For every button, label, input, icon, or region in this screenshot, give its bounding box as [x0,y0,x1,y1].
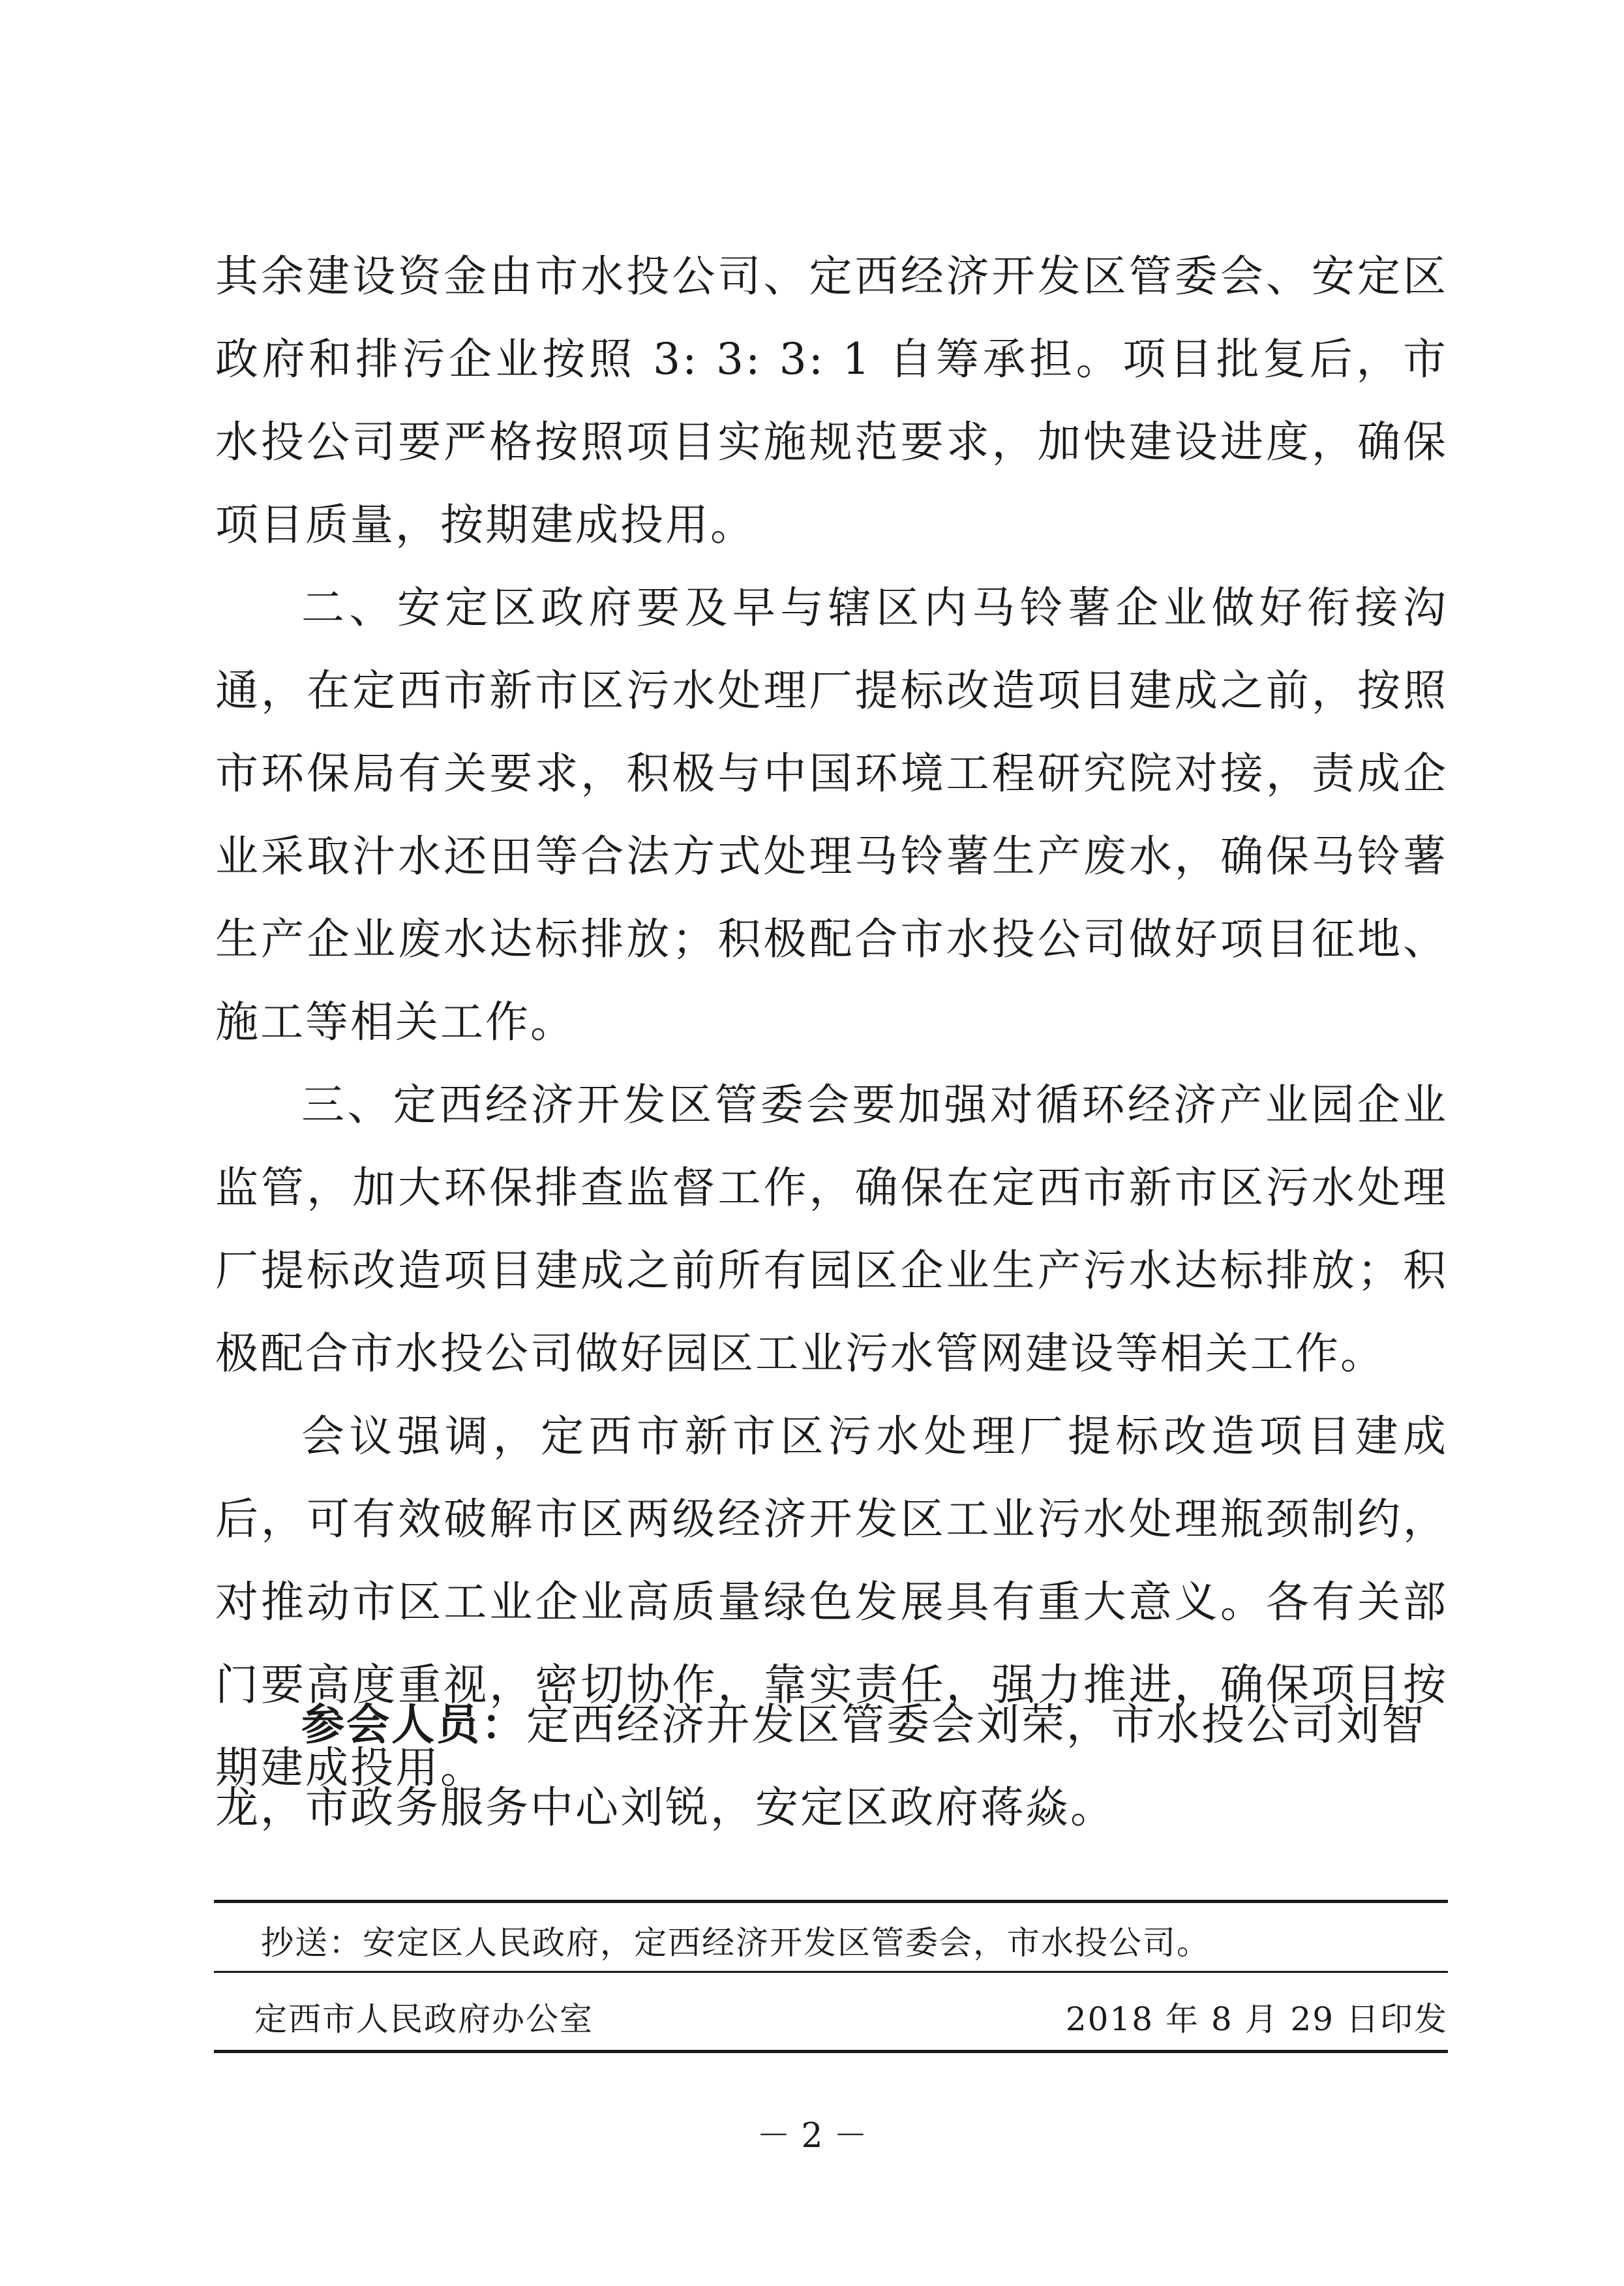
paragraph-funding: 其余建设资金由市水投公司、定西经济开发区管委会、安定区政府和排污企业按照 3: 3: 3: 1 自筹承担。项目批复后，市水投公司要严格按照项目实施规范要求，加快建设进度，确保项目质量，按期建成投用。 [215,251,1448,550]
footer-rule-top [214,1900,1448,1903]
cc-line: 抄送：安定区人民政府，定西经济开发区管委会，市水投公司。 [261,1924,1210,1962]
footer-rule-middle [214,1971,1448,1973]
attendees-label: 参会人员： [301,1699,526,1750]
issue-date: 2018 年 8 月 29 日印发 [1065,2000,1448,2038]
paragraph-item-three: 三、定西经济开发区管委会要加强对循环经济产业园企业监管，加大环保排查监督工作，确保在定西市新市区污水处理厂提标改造项目建成之前所有园区企业生产污水达标排放；积极配合市水投公司做好园区工业污水管网建设等相关工作。 [215,1080,1448,1379]
issuer: 定西市人民政府办公室 [254,2000,594,2038]
paragraph-emphasis: 会议强调，定西市新市区污水处理厂提标改造项目建成后，可有效破解市区两级经济开发区工业污水处理瓶颈制约，对推动市区工业企业高质量绿色发展具有重大意义。各有关部门要高度重视，密切协作，靠实责任，强力推进，确保项目按期建成投用。 [215,1411,1448,1793]
body-text [215,235,1448,1809]
page-number: － 2 － [756,2116,868,2156]
attendees [215,1683,1448,1849]
footer-rule-bottom [214,2050,1448,2053]
attendees-list: 定西经济开发区管委会刘荣，市水投公司刘智龙，市政务服务中心刘锐，安定区政府蒋焱。 [215,1699,1426,1833]
paragraph-item-two: 二、安定区政府要及早与辖区内马铃薯企业做好衔接沟通，在定西市新市区污水处理厂提标改造项目建成之前，按照市环保局有关要求，积极与中国环境工程研究院对接，责成企业采取汁水还田等合法方式处理马铃薯生产废水，确保马铃薯生产企业废水达标排放；积极配合市水投公司做好项目征地、施工等相关工作。 [215,583,1448,1047]
